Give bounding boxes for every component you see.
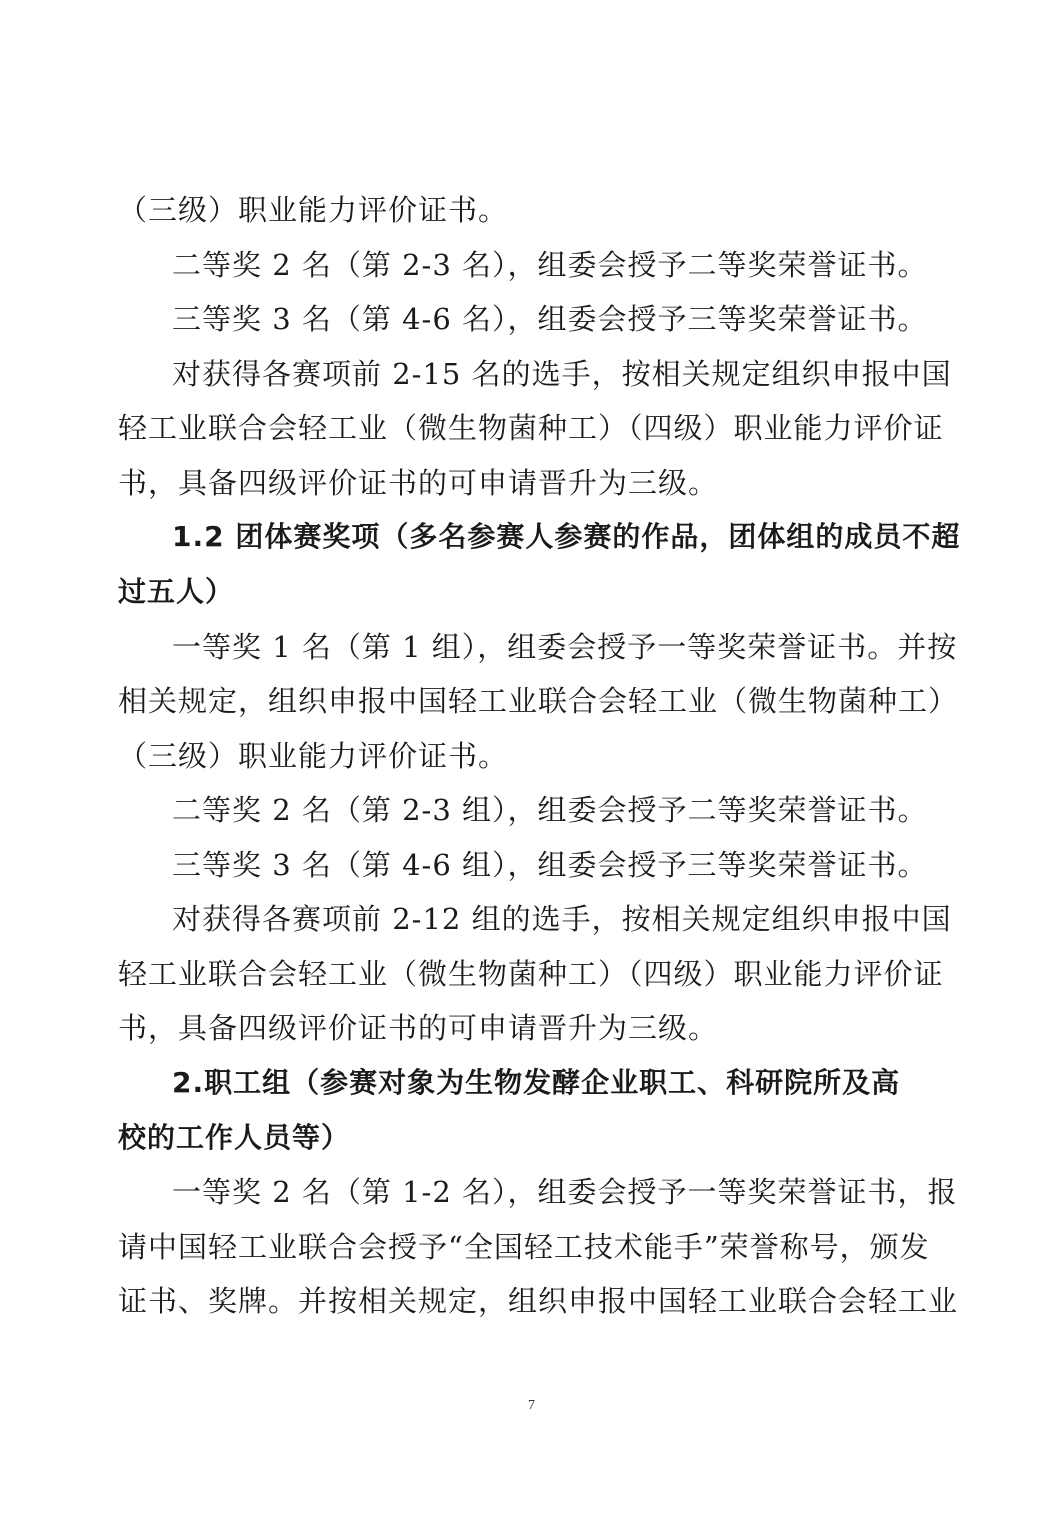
section-heading-1-2: 1.2 团体赛奖项（多名参赛人参赛的作品，团体组的成员不超 [172,520,961,553]
text-line-3: 三等奖 3 名（第 4-6 名），组委会授予三等奖荣誉证书。 [172,302,928,336]
text-line-16: 书，具备四级评价证书的可申请晋升为三级。 [118,1011,719,1045]
text-line-19: 一等奖 2 名（第 1-2 名），组委会授予一等奖荣誉证书，报 [172,1175,958,1209]
text-line-1: （三级）职业能力评价证书。 [118,193,509,227]
text-line-11: （三级）职业能力评价证书。 [118,739,509,773]
text-line-4: 对获得各赛项前 2-15 名的选手，按相关规定组织申报中国 [172,357,952,391]
text-line-5: 轻工业联合会轻工业（微生物菌种工）（四级）职业能力评价证 [118,411,944,445]
text-line-14: 对获得各赛项前 2-12 组的选手，按相关规定组织申报中国 [172,902,952,936]
text-line-13: 三等奖 3 名（第 4-6 组），组委会授予三等奖荣誉证书。 [172,848,928,882]
page-number: 7 [528,1398,535,1413]
text-line-9: 一等奖 1 名（第 1 组），组委会授予一等奖荣誉证书。并按 [172,630,958,664]
section-heading-1-2-cont: 过五人） [118,575,235,608]
text-line-10: 相关规定，组织申报中国轻工业联合会轻工业（微生物菌种工） [118,684,959,718]
text-line-6: 书，具备四级评价证书的可申请晋升为三级。 [118,466,719,500]
section-heading-2: 2.职工组（参赛对象为生物发酵企业职工、科研院所及高 [172,1066,901,1099]
text-line-20: 请中国轻工业联合会授予“全国轻工技术能手”荣誉称号，颁发 [118,1230,930,1264]
section-heading-2-cont: 校的工作人员等） [118,1121,351,1154]
text-line-21: 证书、奖牌。并按相关规定，组织申报中国轻工业联合会轻工业 [118,1284,959,1318]
text-line-15: 轻工业联合会轻工业（微生物菌种工）（四级）职业能力评价证 [118,957,944,991]
text-line-12: 二等奖 2 名（第 2-3 组），组委会授予二等奖荣誉证书。 [172,793,928,827]
text-line-2: 二等奖 2 名（第 2-3 名），组委会授予二等奖荣誉证书。 [172,248,928,282]
